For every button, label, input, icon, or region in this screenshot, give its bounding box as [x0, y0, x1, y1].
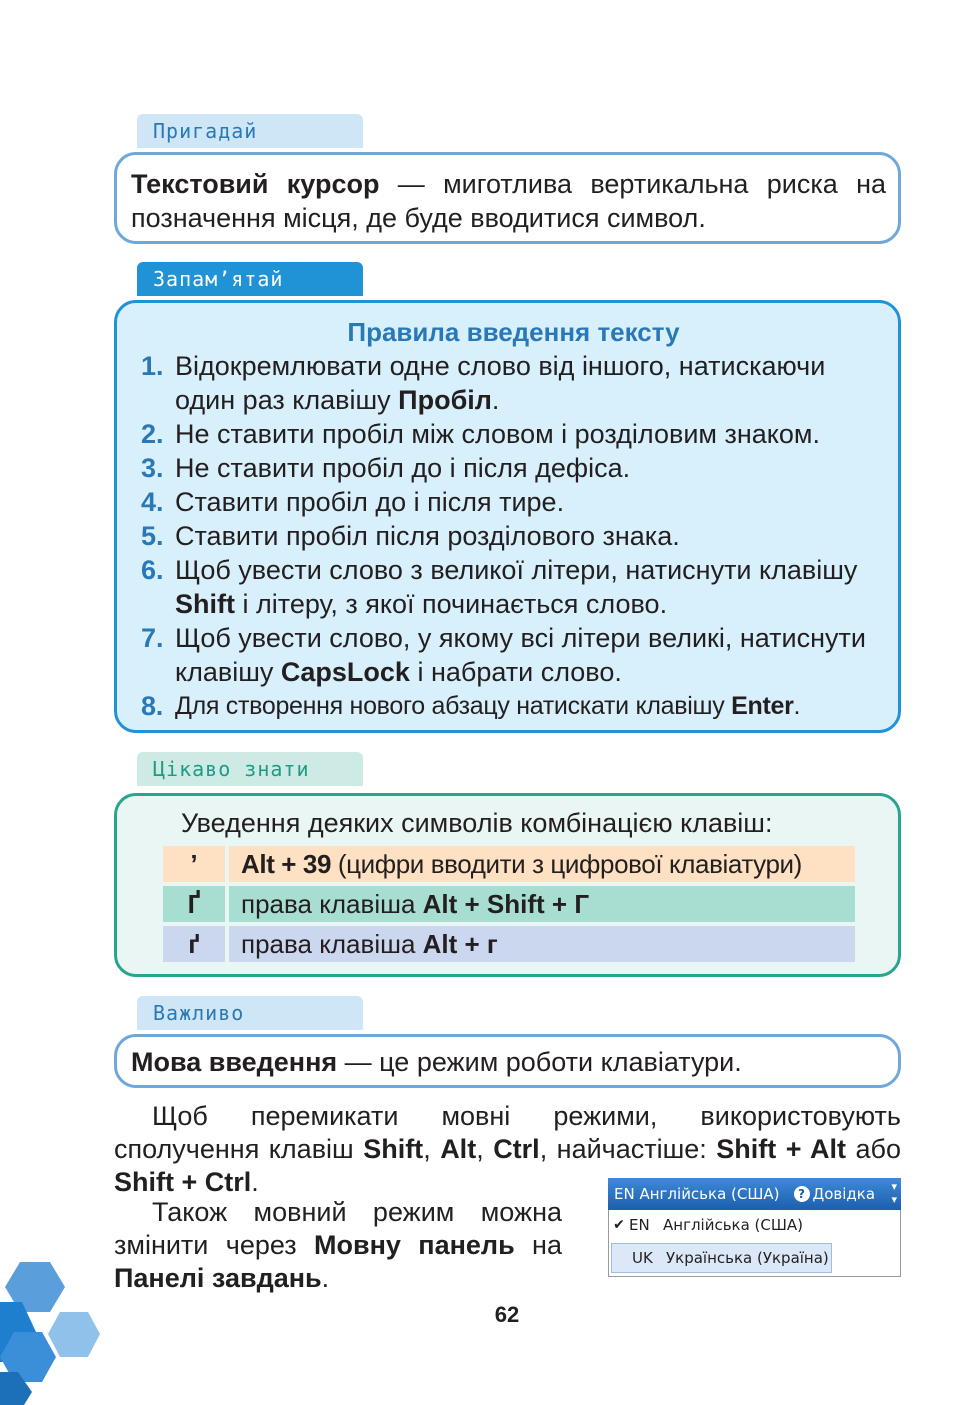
rule-number: 7.: [141, 623, 164, 653]
rule-item: [141, 621, 886, 689]
combo-keys: Alt + 39: [241, 849, 332, 879]
para1-text: , найчастіше:: [539, 1134, 717, 1164]
para2-key: Панелі завдань: [114, 1263, 322, 1293]
table-row: [163, 846, 855, 882]
combo-pre: права клавіша: [241, 929, 423, 959]
rule-text: Ставити пробіл до і після тире.: [175, 487, 565, 517]
para1-key: Shift + Ctrl: [114, 1167, 252, 1197]
table-row: [163, 926, 855, 962]
combo-cell: [229, 846, 855, 882]
rule-text: Щоб увести слово з великої літери, натиснути клавішу: [175, 555, 858, 585]
language-code: EN: [629, 1216, 650, 1234]
rules-title: Правила введення тексту: [347, 317, 680, 347]
rule-text: Не ставити пробіл до і після дефіса.: [175, 453, 631, 483]
language-menu-item[interactable]: [611, 1243, 832, 1273]
remember-term: Текстовий курсор: [131, 169, 380, 199]
language-bar: [608, 1178, 901, 1277]
rule-number: 1.: [141, 351, 164, 381]
check-icon: ✔: [613, 1217, 625, 1233]
para1-text: Щоб перемикати мовні режими, використовують сполучення клавіш: [114, 1101, 901, 1164]
para1-text: або: [846, 1134, 901, 1164]
remember-box: [114, 152, 901, 244]
rule-item: [141, 485, 886, 519]
rule-text: Не ставити пробіл між словом і розділовим знаком.: [175, 419, 820, 449]
current-language-label[interactable]: Англійська (США): [639, 1185, 780, 1203]
rule-item: [141, 451, 886, 485]
remember-text: — миготлива вертикальна риска на позначення місця, де буде вводитися символ.: [131, 169, 886, 233]
memorize-tab: Запам’ятай: [137, 262, 363, 296]
combo-pre: права клавіша: [241, 889, 423, 919]
para2-text: .: [321, 1263, 330, 1293]
rules-list: [141, 349, 886, 723]
remember-tab: Пригадай: [137, 114, 363, 148]
rule-text: Ставити пробіл після розділового знака.: [175, 521, 680, 551]
rule-key: Shift: [175, 589, 235, 619]
combo-keys: Alt + г: [422, 929, 498, 959]
combo-post: (цифри вводити з цифрової клавіатури): [331, 849, 802, 879]
rule-text: Відокремлювати одне слово від іншого, натискаючи один раз клавішу: [175, 351, 826, 415]
para2-key: Мовну панель: [314, 1230, 515, 1260]
rule-item: [141, 519, 886, 553]
para2-text: Також мовний режим можна змінити через: [114, 1197, 562, 1260]
para1-key: Shift: [363, 1134, 424, 1164]
rule-text: Для створення нового абзацу натискати клавішу: [175, 692, 732, 720]
language-label: Англійська (США): [663, 1216, 804, 1234]
combo-cell: [229, 926, 855, 962]
symbol-cell: Ґ: [163, 886, 225, 922]
decorative-hexagons: [0, 1262, 110, 1405]
para1-sep: ,: [423, 1134, 441, 1164]
hexagon-shape: [48, 1312, 100, 1357]
rule-item: [141, 689, 886, 723]
rule-number: 2.: [141, 419, 164, 449]
help-button[interactable]: [794, 1185, 876, 1203]
language-label: Українська (Україна): [666, 1249, 829, 1267]
help-label: Довідка: [812, 1185, 876, 1203]
combo-keys: Alt + Shift + Г: [422, 889, 590, 919]
table-row: [163, 886, 855, 922]
language-menu: [608, 1210, 901, 1277]
rule-number: 5.: [141, 521, 164, 551]
options-icon[interactable]: ▾ ▾: [891, 1180, 897, 1206]
rule-key: Пробіл: [398, 385, 492, 415]
memorize-box: [114, 300, 901, 733]
rule-number: 8.: [141, 691, 163, 721]
interesting-intro: Уведення деяких символів комбінацією клавіш:: [181, 808, 773, 838]
paragraph-language-bar: [114, 1196, 562, 1295]
rule-text: Щоб увести слово, у якому всі літери великі, натиснути клавішу: [175, 623, 866, 687]
rule-after: і набрати слово.: [409, 657, 622, 687]
current-language-code[interactable]: EN: [614, 1185, 635, 1203]
rule-after: і літеру, з якої починається слово.: [235, 589, 668, 619]
rule-key: Enter: [731, 692, 794, 720]
rule-number: 4.: [141, 487, 164, 517]
important-text: — це режим роботи клавіатури.: [337, 1047, 742, 1077]
help-icon: ?: [794, 1186, 810, 1202]
rule-item: [141, 417, 886, 451]
rule-number: 3.: [141, 453, 164, 483]
para1-text: .: [251, 1167, 259, 1197]
rule-number: 6.: [141, 555, 164, 585]
para1-key: Alt: [440, 1134, 477, 1164]
para1-key: Ctrl: [493, 1134, 540, 1164]
language-menu-item[interactable]: [609, 1210, 900, 1240]
rule-after: .: [491, 385, 500, 415]
rule-item: [141, 349, 886, 417]
language-bar-header[interactable]: [608, 1178, 901, 1210]
para1-key: Shift + Alt: [716, 1134, 847, 1164]
rule-item: [141, 553, 886, 621]
rule-key: CapsLock: [280, 657, 410, 687]
para2-text: на: [514, 1230, 562, 1260]
combo-cell: [229, 886, 855, 922]
rule-after: .: [793, 692, 801, 720]
symbol-cell: ’: [163, 846, 225, 882]
interesting-tab: Цікаво знати: [137, 752, 363, 786]
para1-sep: ,: [476, 1134, 494, 1164]
interesting-box: [114, 793, 901, 977]
important-box: [114, 1034, 901, 1088]
language-code: UK: [632, 1249, 653, 1267]
symbol-cell: ґ: [163, 926, 225, 962]
important-tab: Важливо: [137, 996, 363, 1030]
important-term: Мова введення: [131, 1047, 338, 1077]
page-number: 62: [494, 1302, 520, 1327]
